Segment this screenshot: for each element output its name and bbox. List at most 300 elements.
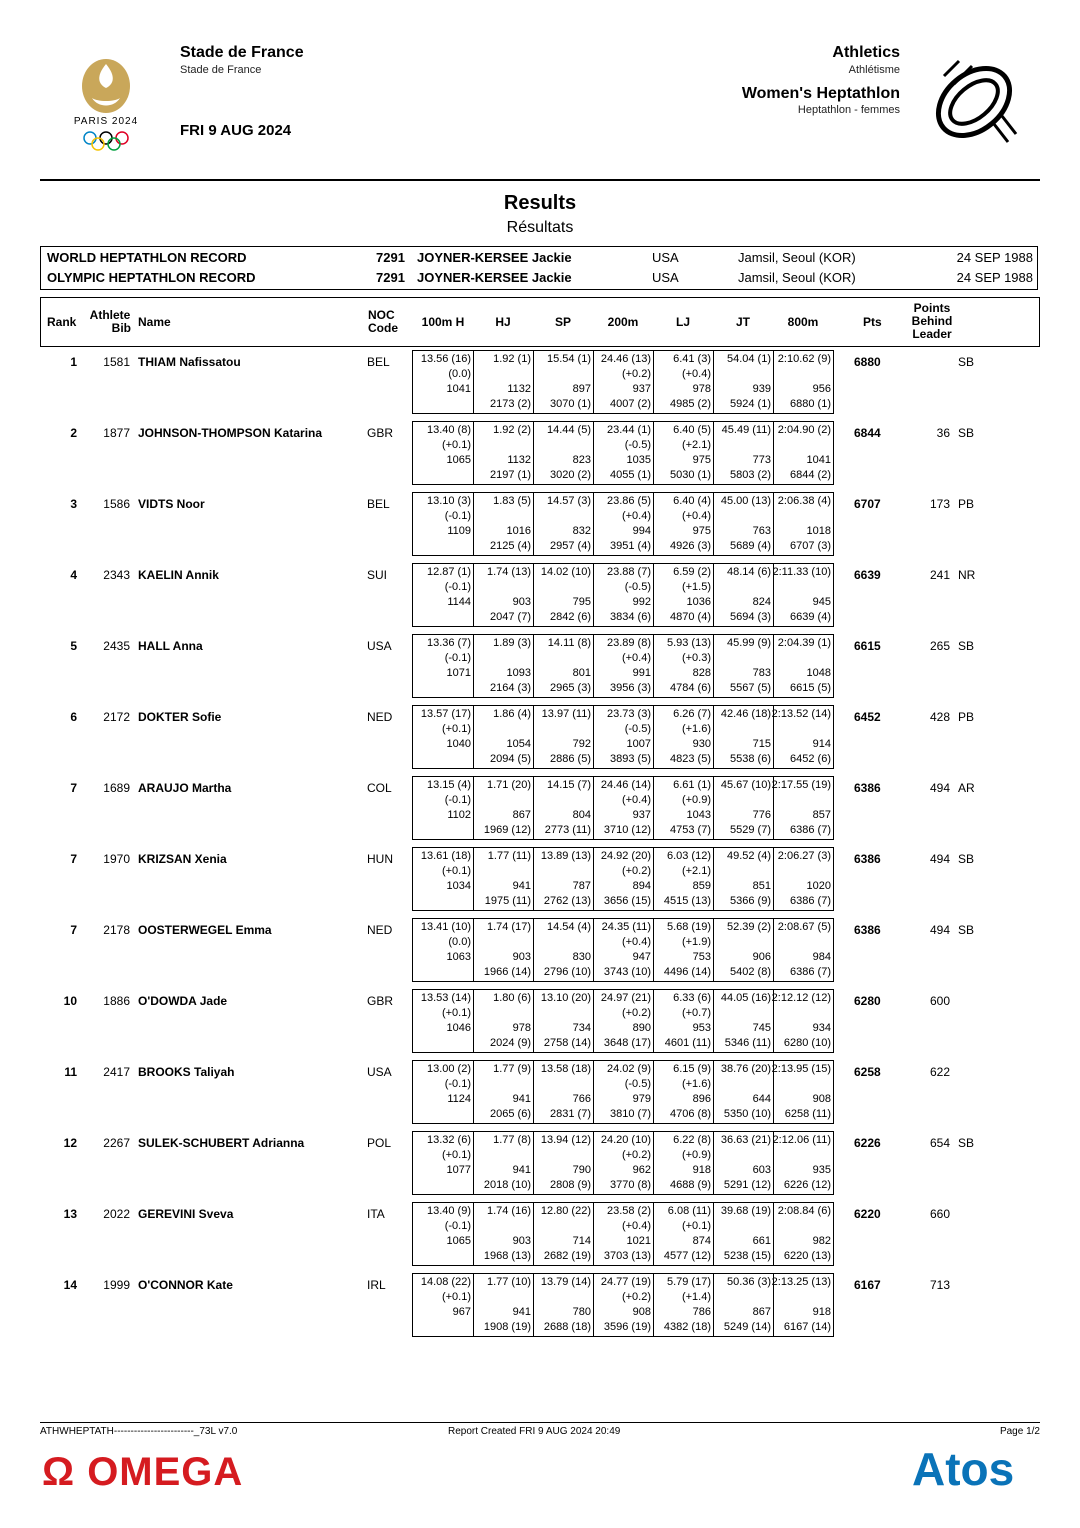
record-points: 7291: [376, 250, 405, 265]
event-cumulative: 2957 (4): [550, 540, 591, 552]
athlete-record-note: SB: [958, 1136, 975, 1150]
event-name: Women's Heptathlon: [741, 85, 900, 102]
event-cell: [773, 706, 833, 768]
sport-subtitle: Athlétisme: [848, 64, 900, 76]
table-row: [40, 563, 1040, 625]
event-wind: (+0.1): [441, 439, 471, 451]
event-wind: (0.0): [448, 936, 471, 948]
athlete-rank: 5: [70, 639, 77, 653]
event-points: 956: [812, 383, 831, 395]
event-cell: [773, 422, 833, 484]
athlete-points: 6615: [854, 639, 881, 653]
event-cumulative: 5694 (3): [730, 611, 771, 623]
event-mark: 2:12.06 (11): [772, 1134, 831, 1146]
event-cell: [533, 1061, 593, 1123]
event-mark: 13.36 (7): [426, 637, 471, 649]
event-cumulative: 2886 (5): [550, 753, 591, 765]
event-mark: 14.15 (7): [546, 779, 591, 791]
event-cell: [653, 351, 713, 413]
event-cumulative: 2682 (19): [543, 1250, 591, 1262]
event-cumulative: 3648 (17): [603, 1037, 651, 1049]
event-cumulative: 2164 (3): [490, 682, 531, 694]
event-mark: 5.79 (17): [666, 1276, 711, 1288]
event-cumulative: 6707 (3): [790, 540, 831, 552]
page-subtitle: Résultats: [506, 219, 574, 236]
athlete-noc: BEL: [367, 497, 390, 511]
record-place: Jamsil, Seoul (KOR): [738, 250, 856, 265]
event-points: 953: [692, 1022, 711, 1034]
event-mark: 14.02 (10): [540, 566, 591, 578]
event-points: 937: [632, 809, 651, 821]
event-cell: [473, 990, 533, 1052]
event-points: 1007: [626, 738, 651, 750]
col-name: Name: [138, 315, 171, 329]
event-cell: [593, 1274, 653, 1336]
event-cell: [773, 1203, 833, 1265]
event-cumulative: 4007 (2): [610, 398, 651, 410]
event-mark: 6.59 (2): [673, 566, 711, 578]
event-cumulative: 2094 (5): [490, 753, 531, 765]
event-wind: (+0.1): [441, 1149, 471, 1161]
event-points: 790: [572, 1164, 591, 1176]
event-points: 795: [572, 596, 591, 608]
event-points: 1040: [446, 738, 471, 750]
event-cell: [653, 990, 713, 1052]
event-mark: 24.02 (9): [606, 1063, 651, 1075]
event-points: 947: [632, 951, 651, 963]
event-cumulative: 2773 (11): [544, 824, 591, 836]
event-mark: 14.08 (22): [420, 1276, 471, 1288]
athlete-rank: 12: [63, 1136, 77, 1150]
event-cumulative: 1968 (13): [483, 1250, 531, 1262]
event-wind: (+1.4): [681, 1291, 711, 1303]
table-row: [40, 705, 1040, 767]
event-mark: 5.93 (13): [666, 637, 711, 649]
event-cell: [533, 777, 593, 839]
event-mark: 6.41 (3): [673, 353, 711, 365]
event-cell: [713, 848, 773, 910]
athlete-points: 6280: [854, 994, 881, 1008]
event-cell: [413, 919, 473, 981]
event-cumulative: 4055 (1): [610, 469, 651, 481]
event-cell: [593, 706, 653, 768]
world-record-row: [41, 247, 1037, 267]
event-points: 787: [572, 880, 591, 892]
paris-2024-logo: [66, 58, 146, 154]
event-wind: (+1.9): [681, 936, 711, 948]
athlete-points-behind: 265: [929, 639, 950, 653]
event-cumulative: 4870 (4): [670, 611, 711, 623]
event-cell: [473, 493, 533, 555]
record-label: OLYMPIC HEPTATHLON RECORD: [47, 270, 256, 285]
col-pts: Pts: [863, 315, 882, 329]
event-mark: 13.58 (18): [540, 1063, 591, 1075]
athlete-bib: 1586: [103, 497, 130, 511]
event-mark: 24.20 (10): [600, 1134, 651, 1146]
event-cell: [773, 1061, 833, 1123]
event-cumulative: 2796 (10): [543, 966, 591, 978]
event-cumulative: 3596 (19): [603, 1321, 651, 1333]
event-points: 941: [512, 880, 531, 892]
event-points: 661: [752, 1235, 771, 1247]
event-cell: [413, 635, 473, 697]
event-cumulative: 4753 (7): [670, 824, 711, 836]
athlete-points: 6707: [854, 497, 881, 511]
event-cumulative: 5238 (15): [723, 1250, 771, 1262]
event-points: 937: [632, 383, 651, 395]
event-points: 939: [752, 383, 771, 395]
event-wind: (+0.4): [681, 368, 711, 380]
event-points: 1093: [506, 667, 531, 679]
event-mark: 45.67 (10): [720, 779, 771, 791]
col-noc-line2: Code: [368, 321, 398, 335]
event-points: 763: [752, 525, 771, 537]
report-created: Report Created FRI 9 AUG 2024 20:49: [448, 1426, 621, 1437]
event-points: 1041: [806, 454, 831, 466]
event-points: 766: [572, 1093, 591, 1105]
athlete-rank: 6: [70, 710, 77, 724]
event-mark: 24.77 (19): [600, 1276, 651, 1288]
event-mark: 24.35 (11): [601, 921, 651, 933]
event-cumulative: 5924 (1): [730, 398, 771, 410]
event-points: 1124: [447, 1093, 471, 1105]
athlete-points-behind: 494: [929, 781, 950, 795]
event-cell: [773, 635, 833, 697]
athlete-name: BROOKS Taliyah: [138, 1065, 235, 1079]
athlete-noc: HUN: [367, 852, 393, 866]
event-mark: 54.04 (1): [726, 353, 771, 365]
event-wind: (+0.2): [621, 1149, 651, 1161]
event-points: 1046: [446, 1022, 471, 1034]
event-subtitle: Heptathlon - femmes: [797, 104, 900, 116]
athlete-points: 6386: [854, 852, 881, 866]
event-mark: 2:11.33 (10): [772, 566, 831, 578]
event-cumulative: 3710 (12): [603, 824, 651, 836]
event-wind: (+0.4): [621, 1220, 651, 1232]
event-points: 903: [512, 1235, 531, 1247]
athlete-name: HALL Anna: [138, 639, 203, 653]
event-mark: 13.56 (16): [420, 353, 471, 365]
event-cell: [653, 1274, 713, 1336]
event-results-box: [412, 847, 834, 911]
event-mark: 23.58 (2): [606, 1205, 651, 1217]
event-mark: 1.80 (6): [493, 992, 531, 1004]
event-cumulative: 2024 (9): [490, 1037, 531, 1049]
event-mark: 2:04.39 (1): [777, 637, 831, 649]
event-mark: 13.32 (6): [426, 1134, 471, 1146]
event-cell: [413, 493, 473, 555]
event-wind: (+0.4): [621, 794, 651, 806]
table-row: [40, 350, 1040, 412]
event-cumulative: 2808 (9): [550, 1179, 591, 1191]
event-mark: 5.68 (19): [666, 921, 711, 933]
event-cell: [533, 422, 593, 484]
athlete-name: KRIZSAN Xenia: [138, 852, 227, 866]
event-wind: (+0.2): [621, 368, 651, 380]
athlete-points: 6880: [854, 355, 881, 369]
event-wind: (+0.9): [681, 1149, 711, 1161]
athlete-points-behind: 660: [929, 1207, 950, 1221]
event-mark: 6.40 (4): [673, 495, 711, 507]
event-mark: 1.92 (1): [493, 353, 531, 365]
event-points: 1102: [447, 809, 471, 821]
event-wind: (-0.1): [444, 581, 471, 593]
event-points: 1041: [446, 383, 471, 395]
event-cumulative: 2047 (7): [490, 611, 531, 623]
event-cumulative: 5529 (7): [730, 824, 771, 836]
athlete-record-note: AR: [958, 781, 975, 795]
event-mark: 2:08.84 (6): [777, 1205, 831, 1217]
event-wind: (+1.6): [681, 723, 711, 735]
event-points: 851: [752, 880, 771, 892]
event-mark: 1.74 (13): [486, 566, 531, 578]
event-results-box: [412, 634, 834, 698]
event-cumulative: 6280 (10): [783, 1037, 831, 1049]
event-cumulative: 5538 (6): [730, 753, 771, 765]
record-place: Jamsil, Seoul (KOR): [738, 270, 856, 285]
event-cell: [713, 635, 773, 697]
record-holder: JOYNER-KERSEE Jackie: [417, 250, 572, 265]
event-cumulative: 4706 (8): [670, 1108, 711, 1120]
event-wind: (+0.3): [681, 652, 711, 664]
event-points: 1132: [507, 454, 531, 466]
event-mark: 2:06.38 (4): [777, 495, 831, 507]
event-cumulative: 3956 (3): [610, 682, 651, 694]
event-results-box: [412, 350, 834, 414]
event-date: FRI 9 AUG 2024: [180, 122, 292, 139]
record-date: 24 SEP 1988: [956, 270, 1033, 285]
event-cumulative: 2965 (3): [550, 682, 591, 694]
athlete-bib: 2267: [103, 1136, 130, 1150]
event-points: 830: [572, 951, 591, 963]
event-wind: (+1.6): [681, 1078, 711, 1090]
record-noc: USA: [652, 250, 679, 265]
event-points: 801: [572, 667, 591, 679]
event-cell: [653, 706, 713, 768]
event-mark: 1.86 (4): [493, 708, 531, 720]
event-cell: [413, 564, 473, 626]
event-results-box: [412, 421, 834, 485]
athlete-points-behind: 428: [929, 710, 950, 724]
event-cumulative: 6452 (6): [790, 753, 831, 765]
athlete-bib: 2172: [103, 710, 130, 724]
event-cumulative: 2762 (13): [543, 895, 591, 907]
event-mark: 23.89 (8): [606, 637, 651, 649]
event-points: 1043: [686, 809, 711, 821]
event-mark: 24.97 (21): [600, 992, 651, 1004]
event-cumulative: 6386 (7): [790, 895, 831, 907]
event-cumulative: 4515 (13): [663, 895, 711, 907]
col-100mh: 100m H: [421, 315, 465, 329]
col-points-behind-line2: Behind: [911, 314, 953, 328]
event-cumulative: 3703 (13): [603, 1250, 651, 1262]
athlete-name: VIDTS Noor: [138, 497, 205, 511]
athlete-bib: 1877: [103, 426, 130, 440]
athlete-points-behind: 654: [929, 1136, 950, 1150]
event-mark: 44.05 (16): [720, 992, 771, 1004]
event-cell: [533, 493, 593, 555]
athlete-points-behind: 600: [929, 994, 950, 1008]
event-wind: (+0.4): [621, 936, 651, 948]
event-cumulative: 5249 (14): [723, 1321, 771, 1333]
olympic-record-row: [41, 267, 1037, 287]
event-points: 978: [692, 383, 711, 395]
event-wind: (-0.5): [624, 723, 651, 735]
athlete-record-note: PB: [958, 710, 975, 724]
event-cell: [533, 635, 593, 697]
athlete-points-behind: 241: [929, 568, 950, 582]
event-points: 962: [632, 1164, 651, 1176]
table-row: [40, 634, 1040, 696]
event-cumulative: 4823 (5): [670, 753, 711, 765]
table-row: [40, 989, 1040, 1051]
event-mark: 24.46 (13): [600, 353, 651, 365]
event-points: 896: [692, 1093, 711, 1105]
event-points: 930: [692, 738, 711, 750]
table-row: [40, 1131, 1040, 1193]
event-points: 1109: [447, 525, 471, 537]
event-cumulative: 4784 (6): [670, 682, 711, 694]
event-wind: (+0.4): [621, 652, 651, 664]
event-cumulative: 6386 (7): [790, 966, 831, 978]
col-800m: 800m: [787, 315, 819, 329]
event-cell: [413, 1061, 473, 1123]
event-points: 832: [572, 525, 591, 537]
event-cumulative: 1975 (11): [484, 895, 531, 907]
page-number: Page 1/2: [999, 1426, 1040, 1437]
athlete-noc: GBR: [367, 994, 394, 1008]
event-cumulative: 5346 (11): [724, 1037, 771, 1049]
event-points: 994: [632, 525, 651, 537]
omega-logo-text: OMEGA: [87, 1450, 244, 1494]
event-points: 1071: [446, 667, 471, 679]
athlete-bib: 2435: [103, 639, 130, 653]
athlete-points: 6258: [854, 1065, 881, 1079]
event-cumulative: 3834 (6): [610, 611, 651, 623]
athlete-noc: USA: [367, 1065, 392, 1079]
event-points: 1063: [446, 951, 471, 963]
athlete-rank: 11: [64, 1065, 77, 1079]
event-points: 991: [632, 667, 651, 679]
event-points: 984: [812, 951, 831, 963]
event-cell: [713, 777, 773, 839]
event-mark: 14.11 (8): [547, 637, 591, 649]
event-points: 859: [692, 880, 711, 892]
event-cell: [713, 919, 773, 981]
event-wind: (+2.1): [681, 865, 711, 877]
athlete-noc: POL: [367, 1136, 392, 1150]
athlete-noc: ITA: [367, 1207, 385, 1221]
event-points: 906: [752, 951, 771, 963]
event-mark: 13.89 (13): [540, 850, 591, 862]
event-points: 786: [692, 1306, 711, 1318]
event-points: 874: [692, 1235, 711, 1247]
event-points: 1144: [447, 596, 471, 608]
athlete-name: O'CONNOR Kate: [138, 1278, 233, 1292]
event-points: 935: [812, 1164, 831, 1176]
event-cell: [533, 1203, 593, 1265]
athlete-bib: 2417: [103, 1065, 130, 1079]
event-mark: 48.14 (6): [726, 566, 771, 578]
event-cell: [713, 1132, 773, 1194]
event-points: 903: [512, 596, 531, 608]
event-results-box: [412, 989, 834, 1053]
olympic-rings-icon: [66, 130, 146, 152]
col-sp: SP: [554, 315, 571, 329]
record-date: 24 SEP 1988: [956, 250, 1033, 265]
event-cell: [653, 919, 713, 981]
event-wind: (+0.2): [621, 1291, 651, 1303]
event-mark: 13.94 (12): [540, 1134, 591, 1146]
event-mark: 13.53 (14): [420, 992, 471, 1004]
event-mark: 39.68 (19): [720, 1205, 771, 1217]
event-points: 714: [572, 1235, 591, 1247]
athlete-bib: 1970: [103, 852, 130, 866]
event-wind: (-0.5): [624, 1078, 651, 1090]
athlete-noc: GBR: [367, 426, 394, 440]
event-results-box: [412, 1131, 834, 1195]
table-row: [40, 776, 1040, 838]
event-cell: [473, 777, 533, 839]
event-mark: 36.63 (21): [720, 1134, 771, 1146]
athlete-points-behind: 713: [929, 1278, 950, 1292]
event-mark: 2:10.62 (9): [777, 353, 831, 365]
athlete-noc: USA: [367, 639, 392, 653]
event-cell: [773, 919, 833, 981]
event-points: 941: [512, 1164, 531, 1176]
event-cell: [473, 1061, 533, 1123]
event-points: 644: [752, 1093, 771, 1105]
event-cell: [413, 706, 473, 768]
event-points: 992: [632, 596, 651, 608]
event-mark: 23.86 (5): [606, 495, 651, 507]
event-mark: 12.87 (1): [426, 566, 471, 578]
table-row: [40, 847, 1040, 909]
col-rank: Rank: [47, 315, 77, 329]
event-cumulative: 4382 (18): [663, 1321, 711, 1333]
event-wind: (+0.4): [621, 510, 651, 522]
event-points: 1034: [446, 880, 471, 892]
event-results-box: [412, 492, 834, 556]
athlete-noc: NED: [367, 710, 393, 724]
event-mark: 2:13.52 (14): [771, 708, 831, 720]
event-mark: 6.61 (1): [673, 779, 711, 791]
event-cell: [593, 1203, 653, 1265]
event-wind: (-0.1): [444, 510, 471, 522]
event-cell: [533, 990, 593, 1052]
event-cumulative: 3770 (8): [610, 1179, 651, 1191]
event-mark: 45.49 (11): [721, 424, 771, 436]
athlete-bib: 1581: [103, 355, 130, 369]
event-mark: 13.57 (17): [420, 708, 471, 720]
event-cell: [533, 919, 593, 981]
event-cell: [653, 1132, 713, 1194]
event-wind: (+0.1): [441, 723, 471, 735]
event-cell: [533, 564, 593, 626]
athlete-points: 6386: [854, 923, 881, 937]
event-mark: 23.88 (7): [606, 566, 651, 578]
event-cumulative: 2197 (1): [490, 469, 531, 481]
event-mark: 14.54 (4): [546, 921, 591, 933]
report-code: ATHWHEPTATH------------------------_73L v7.0: [40, 1426, 238, 1437]
event-cell: [593, 422, 653, 484]
event-points: 890: [632, 1022, 651, 1034]
event-cell: [653, 422, 713, 484]
event-points: 897: [572, 383, 591, 395]
event-cumulative: 6220 (13): [783, 1250, 831, 1262]
event-cell: [773, 564, 833, 626]
event-mark: 2:06.27 (3): [777, 850, 831, 862]
